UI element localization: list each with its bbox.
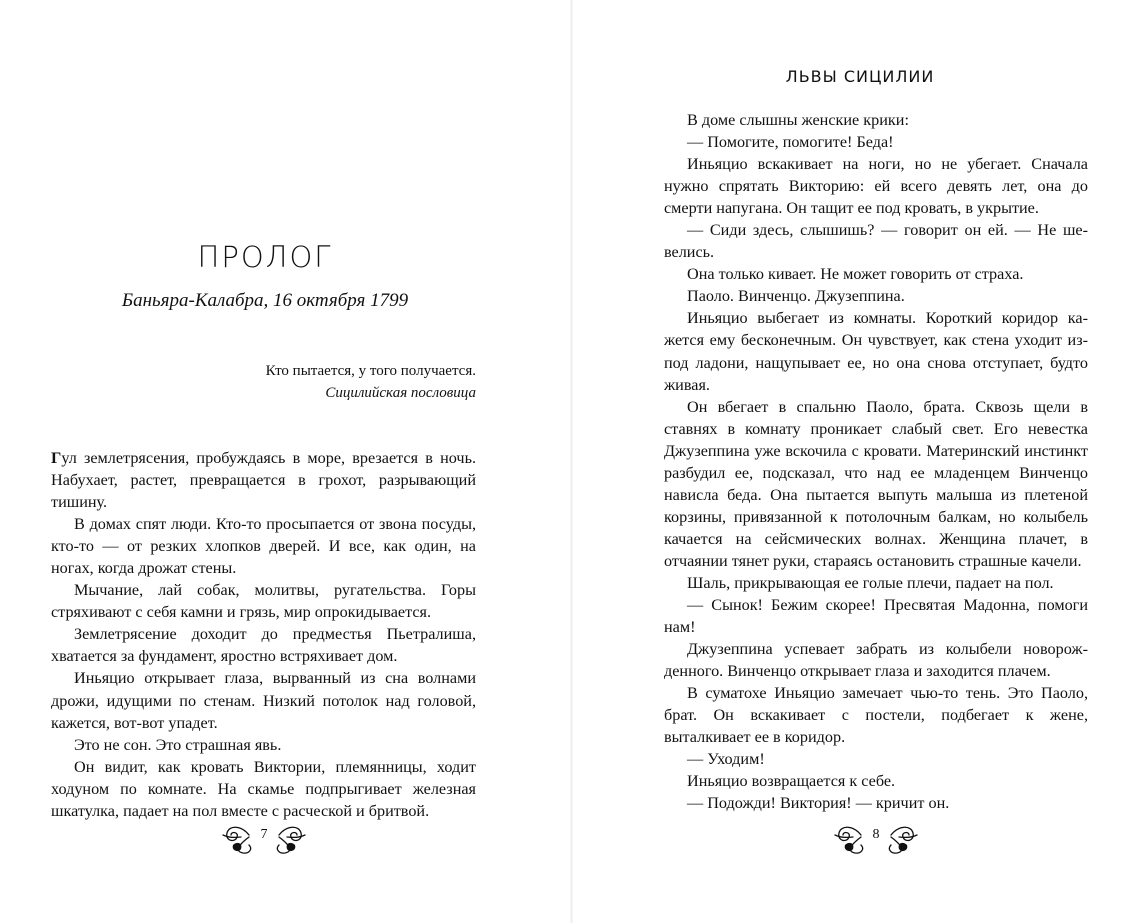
- paragraph: Это не сон. Это страшная явь.: [74, 735, 282, 754]
- paragraph: Он вбегает в спальню Паоло, брата. Сквозь щели в ставнях в комнату проникает слабый свет. Его невестка Джузеппина уже вскочила с кровати. Материнский инстинкт разбудил ее, подсказал, что над ее младенцем Винченцо нависла беда. Она пытается выпуть малыша из плетеной корзины, привязанной к потолочным балкам, но колыбель качается на сейсмических волнах. Женщина плачет, в отчаянии тянет руки, стараясь остановить страшные качели.: [664, 397, 1088, 570]
- paragraph: В доме слышны женские крики:: [687, 111, 909, 129]
- paragraph: Джузеппина успевает забрать из колыбели новорожденного. Винченцо открывает глаза и заходится плачем.: [664, 640, 1088, 681]
- page-number: 7: [260, 827, 268, 842]
- chapter-title: ПРОЛОГ: [197, 240, 333, 274]
- paragraph: — Уходим!: [687, 750, 765, 769]
- paragraph: Иньяцио возвращается к себе.: [687, 772, 896, 791]
- paragraph: Гул землетрясения, пробуждаясь в море, врезается в ночь. Набухает, растет, превращается в грохот, разрывающий тишину.: [51, 449, 476, 512]
- paragraph: В домах спят люди. Кто-то просыпается от звона посуды, кто-то — от резких хлопков дверей. И все, как один, на ногах, когда дрожат стены.: [51, 515, 476, 578]
- paragraph: Землетрясение доходит до предместья Пьетралиша, хватается за фундамент, яростно встряхивает дом.: [51, 625, 476, 666]
- paragraph: Он видит, как кровать Виктории, племянницы, ходит ходуном по комнате. На скамье подпрыгивает железная шкатулка, падает на пол вместе с расческой и бритвой.: [51, 757, 476, 820]
- left-page: [0, 0, 572, 923]
- right-page: [573, 0, 1147, 923]
- paragraph: — Помогите, помогите! Беда!: [687, 133, 894, 152]
- drop-cap: Г: [51, 449, 62, 467]
- page-number: 8: [872, 827, 880, 842]
- paragraph: — Подожди! Виктория! — кричит он.: [687, 794, 950, 813]
- paragraph: Шаль, прикрывающая ее голые плечи, падает на пол.: [687, 573, 1054, 592]
- paragraph: Иньяцио открывает глаза, вырванный из сна волнами дрожи, идущими по стенам. Низкий потолок над головой, кажется, вот-вот упадет.: [51, 669, 476, 732]
- epigraph: [266, 360, 476, 404]
- paragraph: — Сынок! Бежим скорее! Пресвятая Мадонна, помоги нам!: [664, 596, 1088, 637]
- paragraph: Иньяцио выбегает из комнаты. Короткий коридор кажется ему бесконечным. Он чувствует, как стена уходит из-под ладони, нащупывает ее, но она снова отступает, будто живая.: [664, 309, 1088, 394]
- paragraph: Мычание, лай собак, молитвы, ругательства. Горы стряхивают с себя камни и грязь, мир опрокидывается.: [51, 581, 476, 622]
- place-date: Баньяра-Калабра, 16 октября 1799: [121, 290, 409, 311]
- left-body-text: [51, 447, 476, 822]
- page-number-ornament: [831, 821, 921, 857]
- right-body-text: [664, 109, 1088, 815]
- paragraph: Паоло. Винченцо. Джузеппина.: [687, 287, 905, 306]
- paragraph: — Сиди здесь, слышишь? — говорит он ей. — Не шевелись.: [664, 221, 1088, 262]
- paragraph: В суматохе Иньяцио замечает чью-то тень. Это Паоло, брат. Он вскакивает с постели, подбегает к жене, выталкивает ее в коридор.: [664, 684, 1088, 747]
- running-head: ЛЬВЫ СИЦИЛИИ: [785, 67, 935, 86]
- paragraph: Иньяцио вскакивает на ноги, но не убегает. Сначала нужно спрятать Викторию: ей всего девять лет, она до смерти напугана. Он тащит ее под кровать, в укрытие.: [664, 155, 1088, 218]
- epigraph-source: Сицилийская пословица: [325, 385, 476, 401]
- paragraph: Она только кивает. Не может говорить от страха.: [687, 265, 1024, 284]
- page-number-ornament: [219, 821, 309, 857]
- epigraph-quote: Кто пытается, у того получается.: [265, 363, 476, 379]
